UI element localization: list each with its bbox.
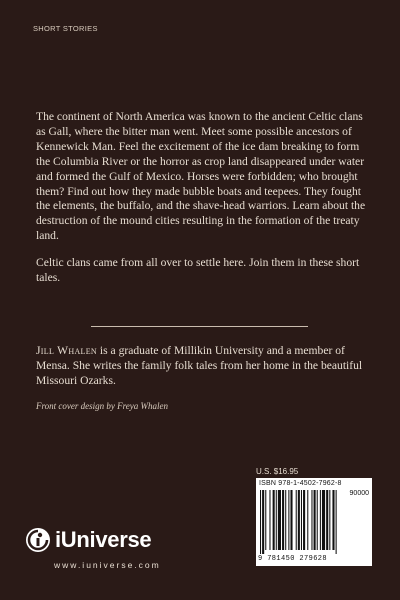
description-paragraph: Celtic clans came from all over to settle here. Join them in these short tales. [36,256,360,285]
author-bio [36,344,366,389]
description-paragraph: The continent of North America was known to the ancient Celtic clans as Gall, where the bitter man went. Meet some possible ancestors of Kennewick Man. Feel the excitement of the ice dam breaking to form the Columbia River or the horror as crop land disappeared under water and formed the Gulf of Mexico. Horses were forbidden; who brought them? Find out how they made bubble boats and teepees. They fought the elements, the buffalo, and the shave-head warriors. Learn about the destruction of the mound cities resulting in the formation of the treaty land. [36,110,366,243]
publisher-logo [25,527,151,553]
isbn-barcode [256,478,372,566]
isbn-number: ISBN 978-1-4502-7962-8 [259,480,342,487]
price-label: U.S. $16.95 [256,467,299,476]
cover-design-credit: Front cover design by Freya Whalen [36,401,169,411]
barcode-bars [260,490,368,554]
barcode-digits: 9 781450 279628 [258,555,328,563]
genre-label: SHORT STORIES [33,24,98,33]
price-addon-code: 90000 [349,490,369,497]
publisher-name: iUniverse [55,527,152,552]
iuniverse-logo-icon [25,527,51,553]
author-name: Jill Whalen [36,344,97,357]
author-bio-text: is a graduate of Millikin University and a member of Mensa. She writes the family folk tales from her home in the beautiful Missouri Ozarks. [36,344,363,387]
publisher-website: www.iuniverse.com [54,560,161,570]
book-description [36,110,368,298]
divider [91,326,308,327]
